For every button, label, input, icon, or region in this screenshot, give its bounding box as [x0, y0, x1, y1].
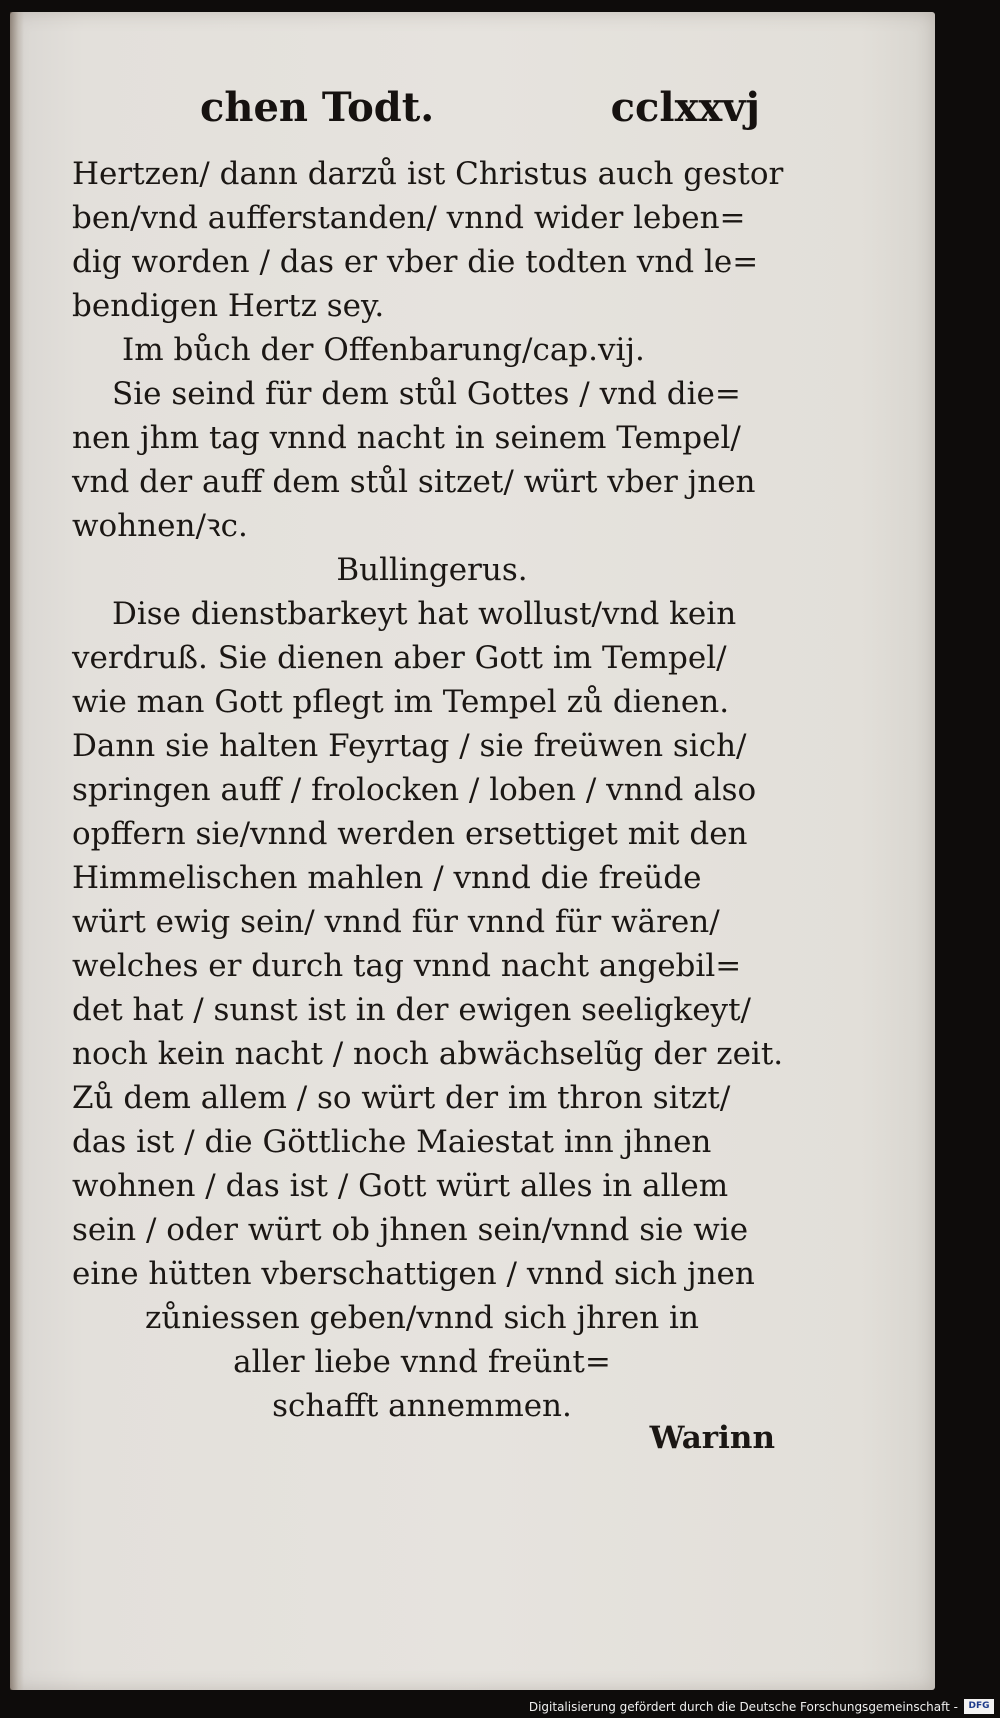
text-line: det hat / sunst ist in der ewigen seeligkeyt/ [72, 992, 751, 1028]
text-line: vnd der auff dem stůl sitzet/ würt vber jnen [72, 464, 756, 500]
dfg-logo: DFG [964, 1699, 994, 1714]
text-line: Himmelischen mahlen / vnnd die freüde [72, 860, 702, 896]
footer-bar [0, 1692, 1000, 1718]
text-line: würt ewig sein/ vnnd für vnnd für wären/ [72, 904, 720, 940]
text-line: sein / oder würt ob jhnen sein/vnnd sie wie [72, 1212, 749, 1248]
text-line: Dise dienstbarkeyt hat wollust/vnd kein [112, 596, 737, 632]
text-line: eine hütten vberschattigen / vnnd sich jnen [72, 1256, 755, 1292]
text-line: Sie seind für dem stůl Gottes / vnd die= [112, 376, 741, 412]
text-line: wohnen / das ist / Gott würt alles in allem [72, 1168, 729, 1204]
running-header [190, 84, 770, 140]
text-line: springen auff / frolocken / loben / vnnd also [72, 772, 757, 808]
text-line: zůniessen geben/vnnd sich jhren in [145, 1300, 699, 1336]
catchword: Warinn [649, 1420, 775, 1456]
text-line: nen jhm tag vnnd nacht in seinem Tempel/ [72, 420, 741, 456]
running-title: chen Todt. [200, 84, 435, 131]
page-gutter-shadow [10, 12, 24, 1690]
text-line: bendigen Hertz sey. [72, 288, 385, 324]
text-line: schafft annemmen. [272, 1388, 572, 1424]
text-line: verdruß. Sie dienen aber Gott im Tempel/ [72, 640, 727, 676]
text-line: welches er durch tag vnnd nacht angebil= [72, 948, 742, 984]
book-page [10, 12, 935, 1690]
funding-credit: Digitalisierung gefördert durch die Deutsche Forschungsgemeinschaft - [528, 1700, 958, 1714]
text-line: wohnen/ꝛc. [72, 508, 248, 544]
folio-number: cclxxvj [610, 84, 760, 131]
text-line: ben/vnd aufferstanden/ vnnd wider leben= [72, 200, 746, 236]
body-text [72, 152, 784, 1428]
text-line: das ist / die Göttliche Maiestat inn jhnen [72, 1124, 712, 1160]
text-line: Dann sie halten Feyrtag / sie freüwen sich/ [72, 728, 747, 764]
text-line: dig worden / das er vber die todten vnd le= [72, 244, 759, 280]
section-heading: Bullingerus. [336, 552, 528, 588]
text-line: noch kein nacht / noch abwächselũg der zeit. [72, 1036, 784, 1072]
text-line: aller liebe vnnd freünt= [233, 1344, 611, 1380]
text-line: Hertzen/ dann darzů ist Christus auch gestor [72, 156, 784, 192]
section-heading: Im bůch der Offenbarung/cap.vij. [122, 332, 645, 368]
text-line: opffern sie/vnnd werden ersettiget mit den [72, 816, 748, 852]
text-line: wie man Gott pflegt im Tempel zů dienen. [72, 684, 730, 720]
text-line: Zů dem allem / so würt der im thron sitzt/ [72, 1080, 731, 1116]
